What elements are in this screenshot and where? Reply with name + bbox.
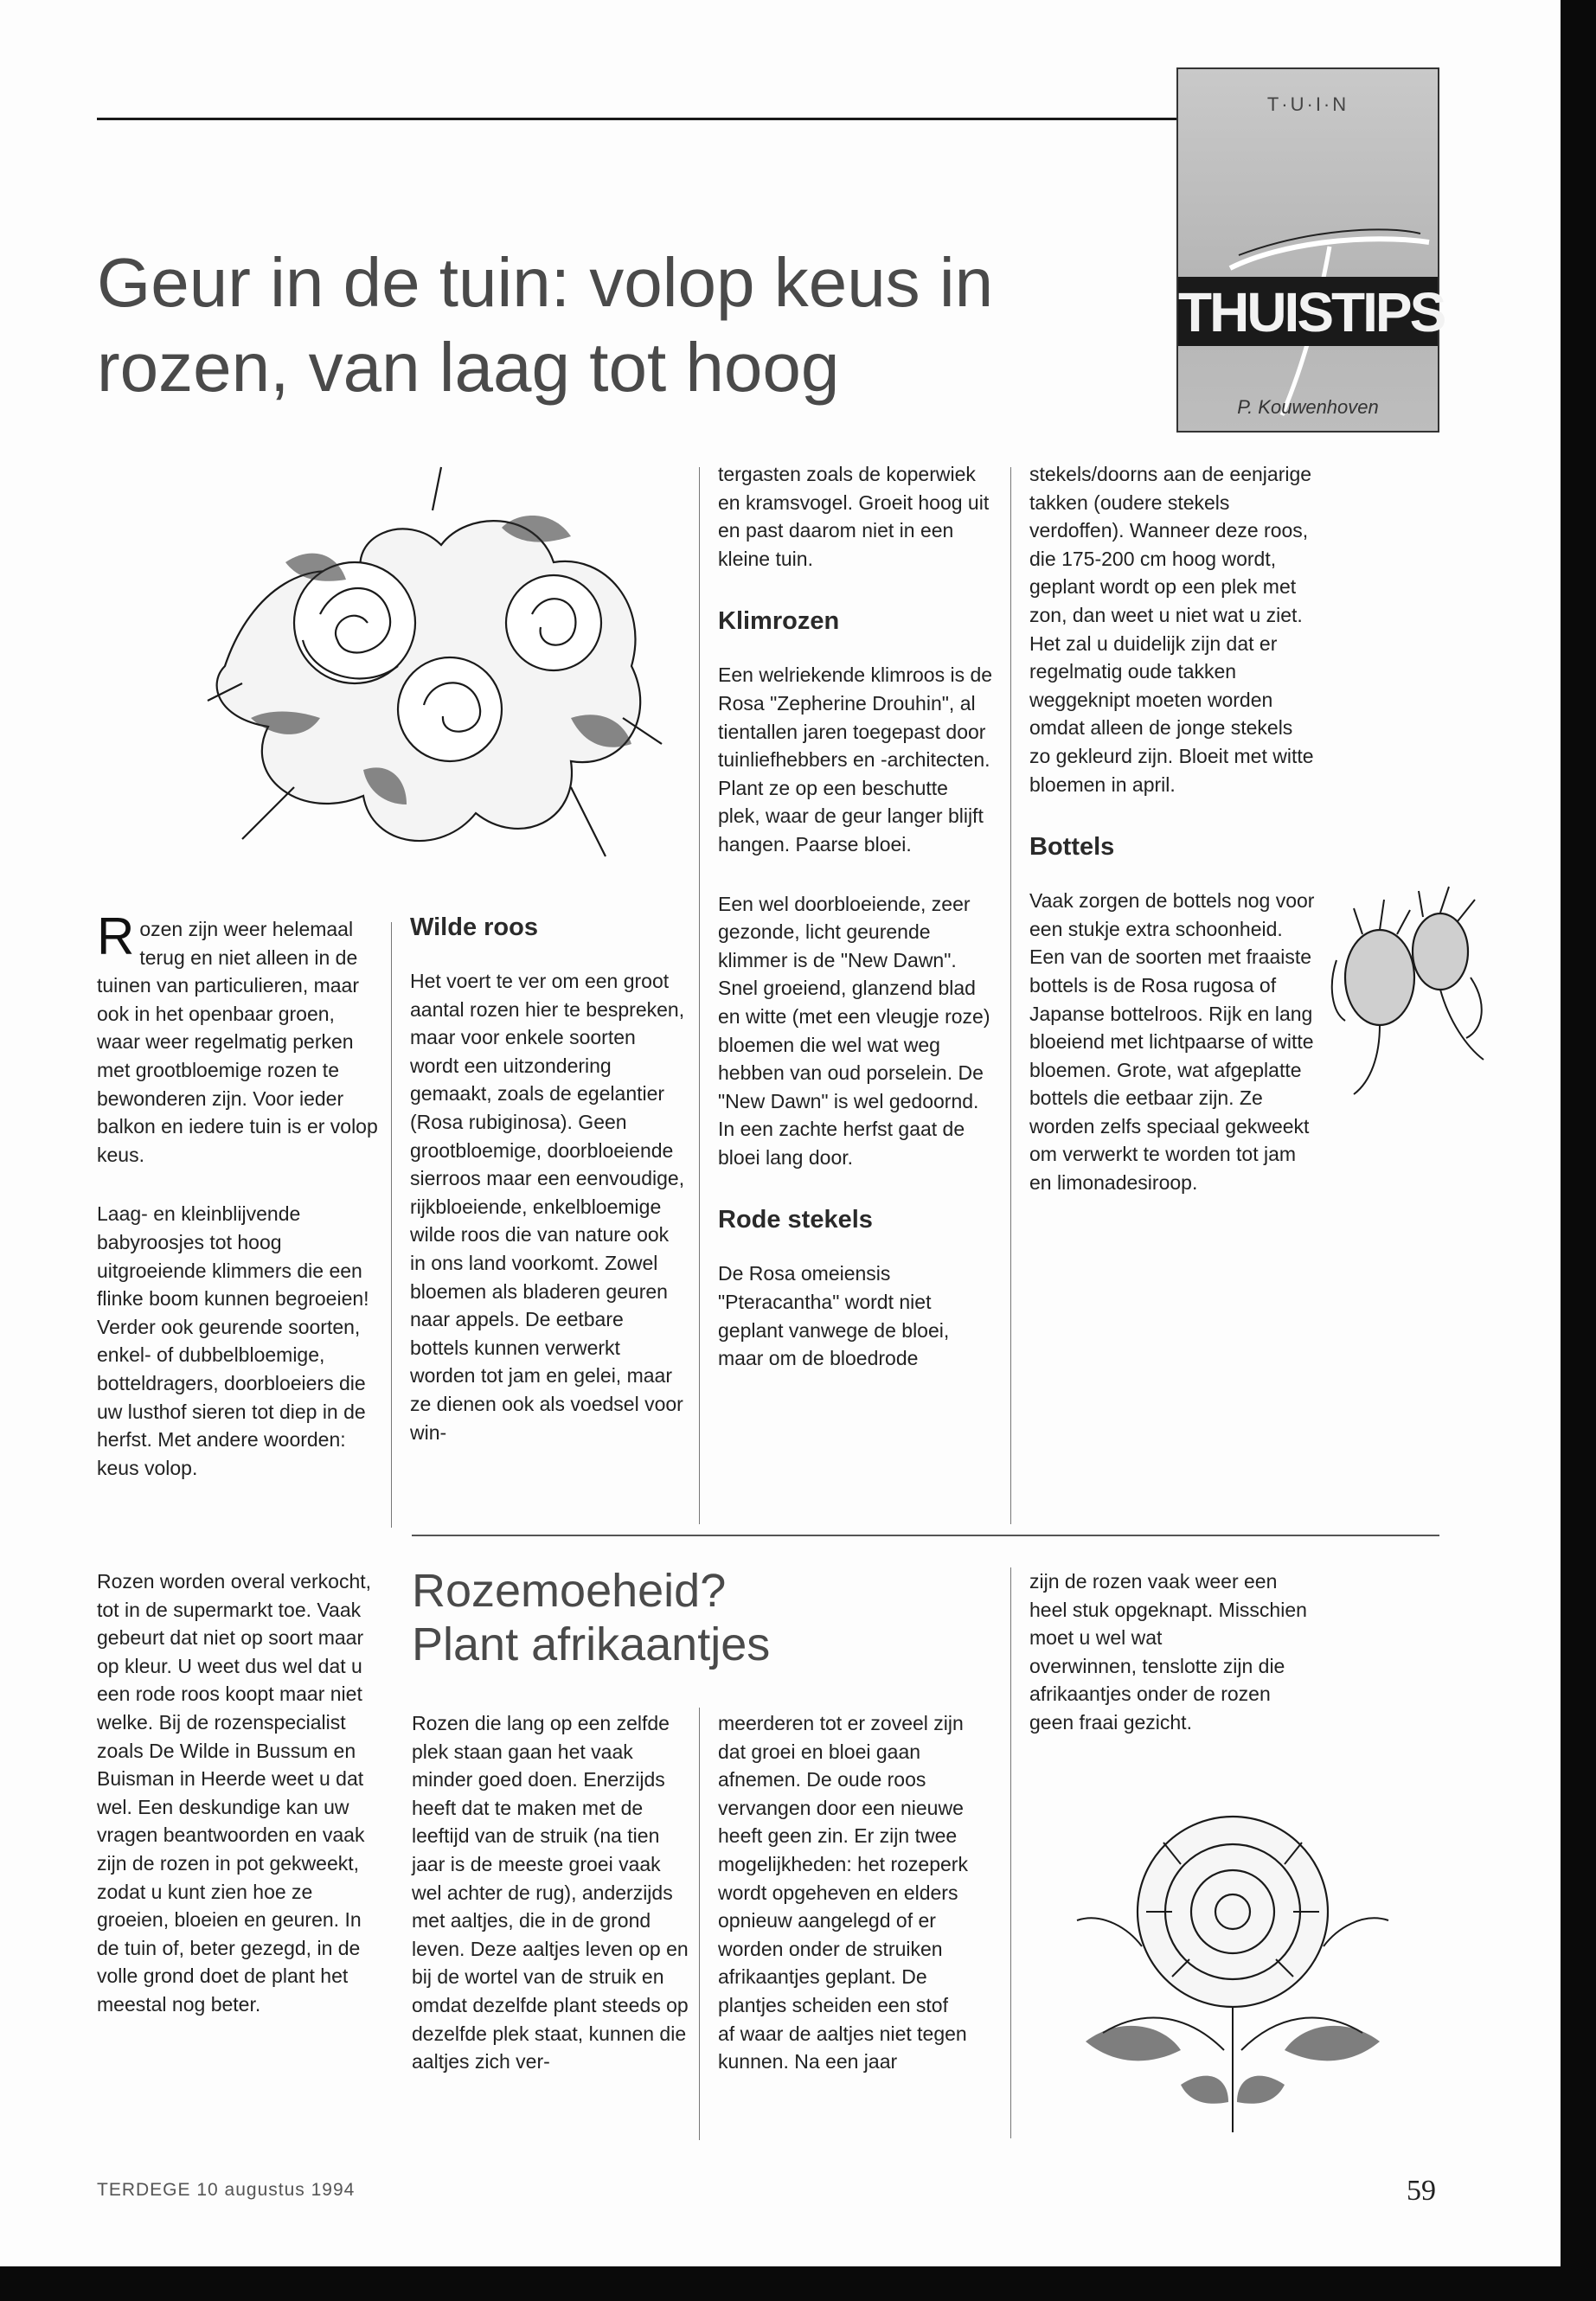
dropcap: R (97, 907, 135, 965)
paragraph: Een welriekende klimroos is de Rosa "Zepherine Drouhin", al tientallen jaren toegepast door tuinliefhebbers en -architecten. Plant ze op een beschutte plek, waar de geur langer blijft hangen. Paarse bloei. (718, 663, 993, 856)
page-title: Geur in de tuin: volop keus in rozen, van laag tot hoog (97, 244, 994, 406)
paragraph: meerderen tot er zoveel zijn dat groei en bloei gaan afnemen. De oude roos vervangen door een nieuwe heeft geen zin. Er zijn twee mogelijkheden: het rozeperk wordt opgeheven en elders opnieuw aangelegd of er worden onder de struiken afrikaantjes geplant. De plantjes scheiden een stof af waar de aaltjes niet tegen kunnen. Na een jaar (718, 1712, 968, 2073)
paragraph: Rozen worden overal verkocht, tot in de supermarkt toe. Vaak gebeurt dat niet op soort maar op kleur. U weet dus wel dat u een rode roos koopt maar niet welke. Bij de rozenspecialist zoals De Wilde in Bussum en Buisman in Heerde weet u dat wel. Een deskundige kan uw vragen beantwoorden en vaak zijn de rozen in pot gekweekt, zodat u kunt zien hoe ze groeien, bloeien en geuren. In de tuin of, beter gezegd, in de volle grond doet de plant het meestal nog beter. (97, 1570, 372, 2016)
section-heading: Wilde roos (410, 913, 538, 941)
thuistips-logo (1176, 67, 1445, 433)
rose-illustration (190, 458, 675, 874)
section-heading: Rode stekels (718, 1206, 873, 1234)
paragraph: Vaak zorgen de bottels nog voor een stukje extra schoonheid. Een van de soorten met fraaiste bottels is de Rosa rugosa of Japanse bottelroos. Rijk en lang bloeiend met lichtpaarse of witte bloemen. Grote, wat afgeplatte bottels die eetbaar zijn. Ze worden zelfs speciaal gekweekt om verwerkt te worden tot jam en limonadesiroop. (1029, 889, 1315, 1195)
scan-edge-right (1561, 0, 1596, 2301)
column-divider (1010, 1567, 1011, 2138)
paragraph: zijn de rozen vaak weer een heel stuk opgeknapt. Misschien moet u wel wat overwinnen, tenslotte zijn die afrikaantjes onder de rozen geen fraai gezicht. (1029, 1570, 1307, 1734)
paragraph: Laag- en kleinblijvende babyroosjes tot hoog uitgroeiende klimmers die een flinke boom kunnen begroeien! Verder ook geurende soorten, enkel- of dubbelbloemige, botteldragers, doorbloeiers die uw lusthof sieren tot diep in de herfst. Met andere woorden: keus volop. (97, 1202, 369, 1479)
box-column-b (718, 1709, 995, 2076)
paragraph: stekels/doorns aan de eenjarige takken (oudere stekels verdoffen). Wanneer deze roos, die 175-200 cm hoog wordt, geplant wordt op een plek met zon, dan weet u niet wat u ziet. Het zal u duidelijk zijn dat er regelmatig oude takken weggeknipt moeten worden omdat alleen de jonge stekels zo gekleurd zijn. Bloeit met witte bloemen in april. (1029, 463, 1314, 796)
box-column-c (1029, 1567, 1315, 1737)
box-title (412, 1564, 896, 1671)
article-column-1-lower (97, 1567, 382, 2050)
paragraph: tergasten zoals de koperwiek en kramsvogel. Groeit hoog uit en past daarom niet in een kleine tuin. (718, 463, 990, 570)
paragraph: Rozen die lang op een zelfde plek staan gaan het vaak minder goed doen. Enerzijds heeft dat te maken met de leeftijd van de struik (na tien jaar is de meeste groei vaak wel achter de rug), anderzijds met aaltjes, die in de grond leven. Deze aaltjes leven op en bij de wortel van de struik en omdat dezelfde plant steeds op dezelfde plek staat, kunnen die aaltjes zich ver- (412, 1712, 689, 2073)
section-heading: Bottels (1029, 833, 1115, 862)
box-rule (412, 1535, 1439, 1536)
paragraph: De Rosa omeiensis "Pteracantha" wordt niet geplant vanwege de bloei, maar om de bloedrode (718, 1262, 950, 1370)
scan-edge-bottom (0, 2266, 1596, 2301)
marigold-illustration (1051, 1791, 1414, 2137)
paragraph: Een wel doorbloeiende, zeer gezonde, licht geurende klimmer is de "New Dawn". Snel groeiend, glanzend blad en witte (met een vleugje roze) bloemen die wel wat weg hebben van oud porselein. De "New Dawn" is wel gedoornd. In een zachte herfst gaat de bloei lang door. (718, 892, 990, 1169)
column-divider (699, 1708, 700, 2140)
logo-name: THUISTIPS (1178, 281, 1445, 343)
box-title-line2: Plant afrikaantjes (412, 1618, 771, 1670)
article-column-1 (97, 907, 382, 1513)
publication-footer: TERDEGE 10 augustus 1994 (97, 2180, 356, 2200)
page-number: 59 (1407, 2175, 1436, 2207)
article-column-2 (410, 910, 685, 1477)
intro-paragraph: Rozen zijn weer helemaal terug en niet alleen in de tuinen van particulieren, maar ook in het openbaar groen, waar weer regelmatig perken met grootbloemige rozen te bewonderen zijn. Voor ieder balkon en iedere tuin is er volop keus. (97, 907, 378, 1166)
article-column-4 (1029, 460, 1315, 1228)
logo-t-icon (1178, 69, 1445, 431)
column-divider (699, 467, 700, 1524)
box-column-a (412, 1709, 689, 2107)
logo-author: P. Kouwenhoven (1237, 396, 1379, 418)
section-heading: Klimrozen (718, 607, 840, 636)
paragraph: Het voert te ver om een groot aantal rozen hier te bespreken, maar voor enkele soorten wordt een uitzondering gemaakt, zoals de egelantier (Rosa rubiginosa). Geen grootbloemige, doorbloeiende sierroos maar een eenvoudige, rijkbloeiende, enkelbloemige wilde roos die van nature ook in ons land voorkomt. Zowel bloemen als bladeren geuren naar appels. De eetbare bottels kunnen verwerkt worden tot jam en gelei, maar ze dienen ook als voedsel voor win- (410, 970, 685, 1444)
column-divider (1010, 467, 1011, 1524)
box-title-line1: Rozemoeheid? (412, 1565, 727, 1617)
rosehip-illustration (1319, 874, 1492, 1099)
column-divider (391, 922, 392, 1528)
section-label: T·U·I·N (1266, 93, 1349, 115)
article-column-3 (718, 460, 995, 1404)
